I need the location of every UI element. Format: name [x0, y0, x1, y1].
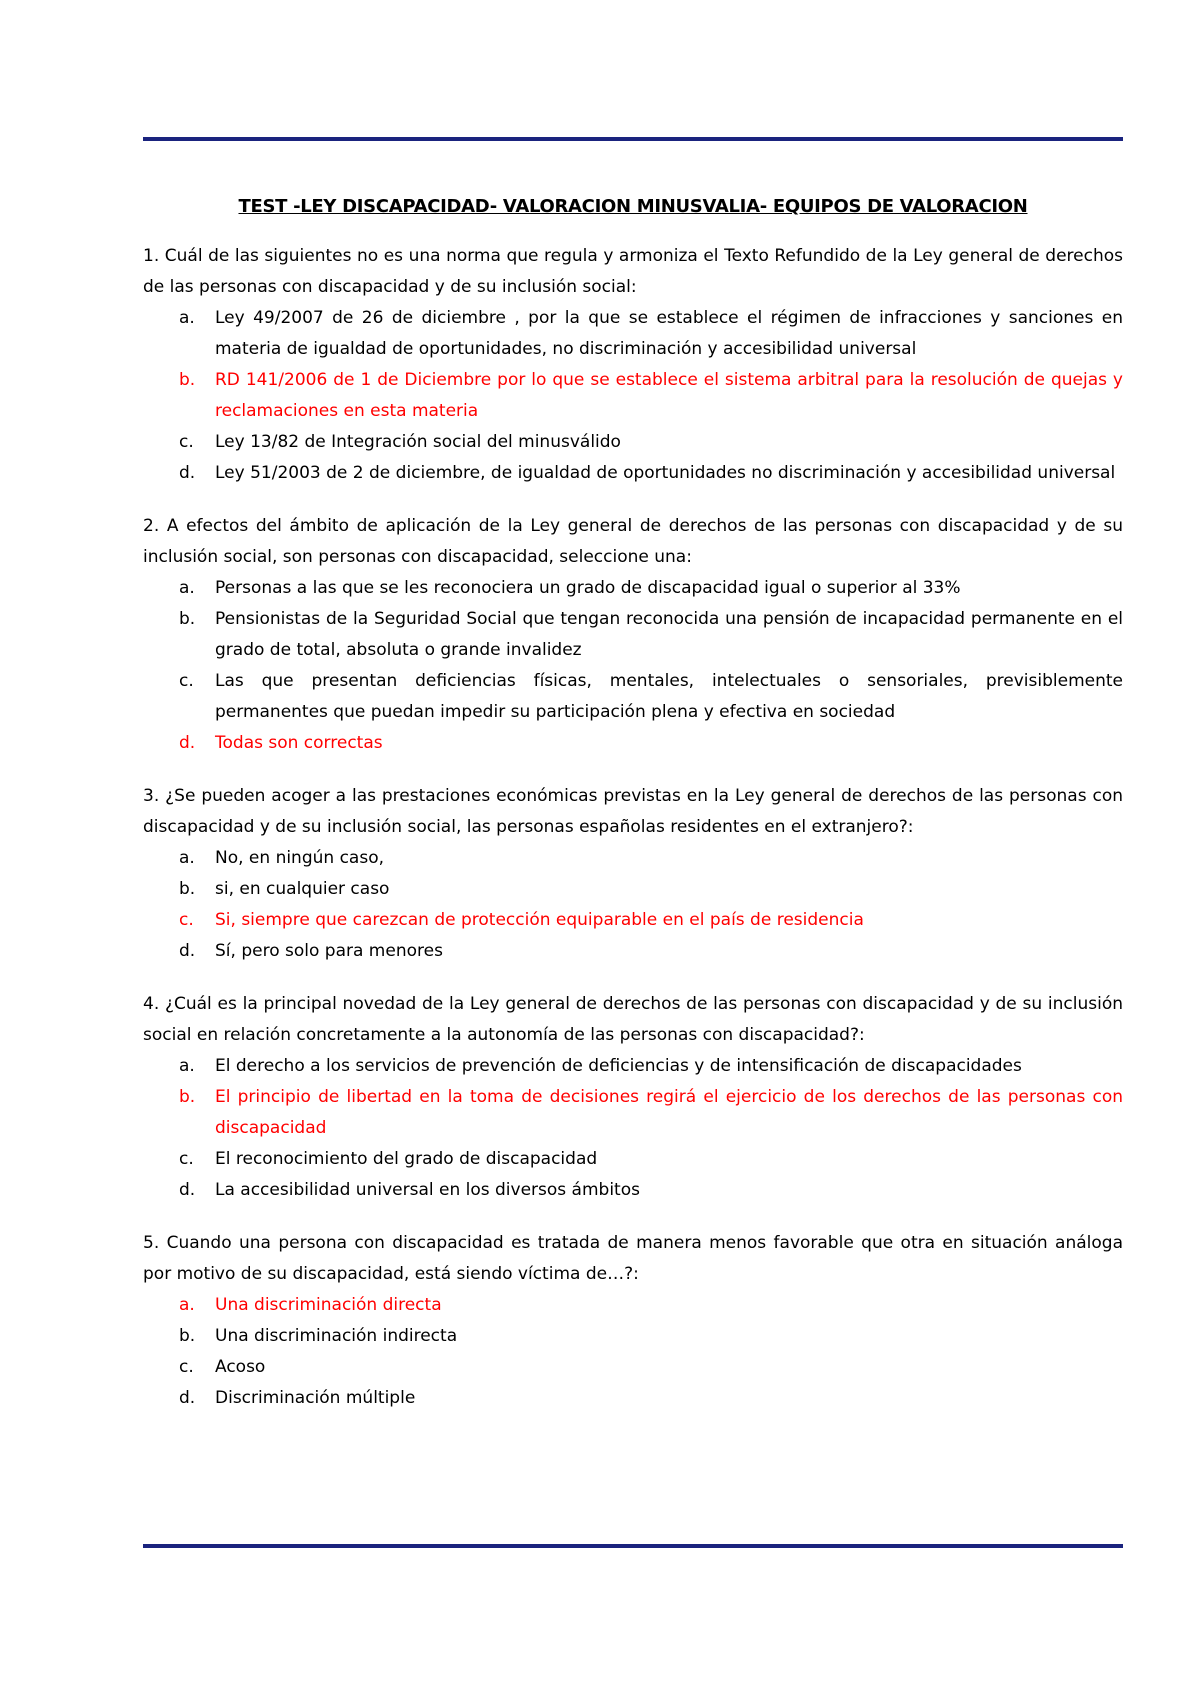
document-title: TEST -LEY DISCAPACIDAD- VALORACION MINUSVALIA- EQUIPOS DE VALORACION [238, 196, 1028, 217]
option-letter: a. [179, 1295, 195, 1315]
option-letter: b. [179, 1326, 196, 1346]
option-text: El reconocimiento del grado de discapacidad [215, 1149, 598, 1169]
question-text: 1. Cuál de las siguientes no es una norma que regula y armoniza el Texto Refundido de la Ley general de derechos de las personas con discapacidad y de su inclusión social: [143, 246, 1123, 297]
answer-options [143, 573, 1123, 759]
answer-option [143, 604, 1123, 666]
question-1 [143, 241, 1123, 489]
document-body [143, 196, 1123, 1436]
question-text: 3. ¿Se pueden acoger a las prestaciones económicas previstas en la Ley general de derechos de las personas con discapacidad y de su inclusión social, las personas españolas residentes en el extranjero?: [143, 786, 1123, 837]
option-letter: d. [179, 1180, 196, 1200]
option-text: Una discriminación directa [215, 1295, 442, 1315]
option-text: Si, siempre que carezcan de protección equiparable en el país de residencia [215, 910, 864, 930]
option-letter: a. [179, 578, 195, 598]
option-text: Acoso [215, 1357, 266, 1377]
answer-options [143, 843, 1123, 967]
answer-option [143, 666, 1123, 728]
option-letter: d. [179, 733, 196, 753]
question-text: 5. Cuando una persona con discapacidad es tratada de manera menos favorable que otra en situación análoga por motivo de su discapacidad, está siendo víctima de…?: [143, 1233, 1123, 1284]
option-text: Discriminación múltiple [215, 1388, 416, 1408]
question-text: 2. A efectos del ámbito de aplicación de la Ley general de derechos de las personas con discapacidad y de su inclusión social, son personas con discapacidad, seleccione una: [143, 516, 1123, 567]
answer-option [143, 303, 1123, 365]
answer-option-correct [143, 365, 1123, 427]
option-letter: c. [179, 1149, 194, 1169]
answer-option [143, 843, 1123, 874]
option-text: La accesibilidad universal en los diversos ámbitos [215, 1180, 640, 1200]
answer-options [143, 303, 1123, 489]
option-letter: d. [179, 463, 196, 483]
option-text: No, en ningún caso, [215, 848, 385, 868]
answer-option-correct [143, 1082, 1123, 1144]
option-letter: b. [179, 879, 196, 899]
option-text: Personas a las que se les reconociera un grado de discapacidad igual o superior al 33% [215, 578, 961, 598]
option-text: El principio de libertad en la toma de decisiones regirá el ejercicio de los derechos de las personas con discapacidad [215, 1087, 1123, 1138]
option-text: RD 141/2006 de 1 de Diciembre por lo que se establece el sistema arbitral para la resolución de quejas y reclamaciones en esta materia [215, 370, 1123, 421]
option-text: Ley 51/2003 de 2 de diciembre, de igualdad de oportunidades no discriminación y accesibilidad universal [215, 463, 1116, 483]
answer-options [143, 1051, 1123, 1206]
answer-option [143, 573, 1123, 604]
answer-option [143, 1383, 1123, 1414]
answer-option-correct [143, 905, 1123, 936]
option-text: El derecho a los servicios de prevención de deficiencias y de intensificación de discapacidades [215, 1056, 1022, 1076]
answer-option-correct [143, 728, 1123, 759]
option-text: Ley 49/2007 de 26 de diciembre , por la que se establece el régimen de infracciones y sanciones en materia de igualdad de oportunidades, no discriminación y accesibilidad universal [215, 308, 1123, 359]
question-3 [143, 781, 1123, 967]
question-2 [143, 511, 1123, 759]
answer-option [143, 874, 1123, 905]
option-letter: b. [179, 1087, 196, 1107]
question-5 [143, 1228, 1123, 1414]
answer-option-correct [143, 1290, 1123, 1321]
option-letter: c. [179, 1357, 194, 1377]
answer-option [143, 427, 1123, 458]
option-text: Todas son correctas [215, 733, 383, 753]
answer-option [143, 1175, 1123, 1206]
option-letter: a. [179, 308, 195, 328]
answer-option [143, 936, 1123, 967]
option-letter: c. [179, 432, 194, 452]
option-letter: a. [179, 848, 195, 868]
option-text: Las que presentan deficiencias físicas, mentales, intelectuales o sensoriales, previsiblemente permanentes que puedan impedir su participación plena y efectiva en sociedad [215, 671, 1123, 722]
answer-option [143, 1051, 1123, 1082]
option-text: Una discriminación indirecta [215, 1326, 458, 1346]
option-letter: b. [179, 370, 196, 390]
option-letter: b. [179, 609, 196, 629]
option-letter: c. [179, 671, 194, 691]
question-4 [143, 989, 1123, 1206]
option-letter: a. [179, 1056, 195, 1076]
question-text: 4. ¿Cuál es la principal novedad de la Ley general de derechos de las personas con discapacidad y de su inclusión social en relación concretamente a la autonomía de las personas con discapacidad?: [143, 994, 1123, 1045]
option-text: Pensionistas de la Seguridad Social que tengan reconocida una pensión de incapacidad permanente en el grado de total, absoluta o grande invalidez [215, 609, 1123, 660]
question-list [143, 241, 1123, 1414]
option-letter: c. [179, 910, 194, 930]
answer-option [143, 1144, 1123, 1175]
answer-options [143, 1290, 1123, 1414]
option-text: Sí, pero solo para menores [215, 941, 443, 961]
option-letter: d. [179, 941, 196, 961]
answer-option [143, 1321, 1123, 1352]
option-letter: d. [179, 1388, 196, 1408]
bottom-rule [143, 1544, 1123, 1548]
option-text: si, en cualquier caso [215, 879, 390, 899]
top-rule [143, 137, 1123, 141]
option-text: Ley 13/82 de Integración social del minusválido [215, 432, 621, 452]
answer-option [143, 1352, 1123, 1383]
answer-option [143, 458, 1123, 489]
